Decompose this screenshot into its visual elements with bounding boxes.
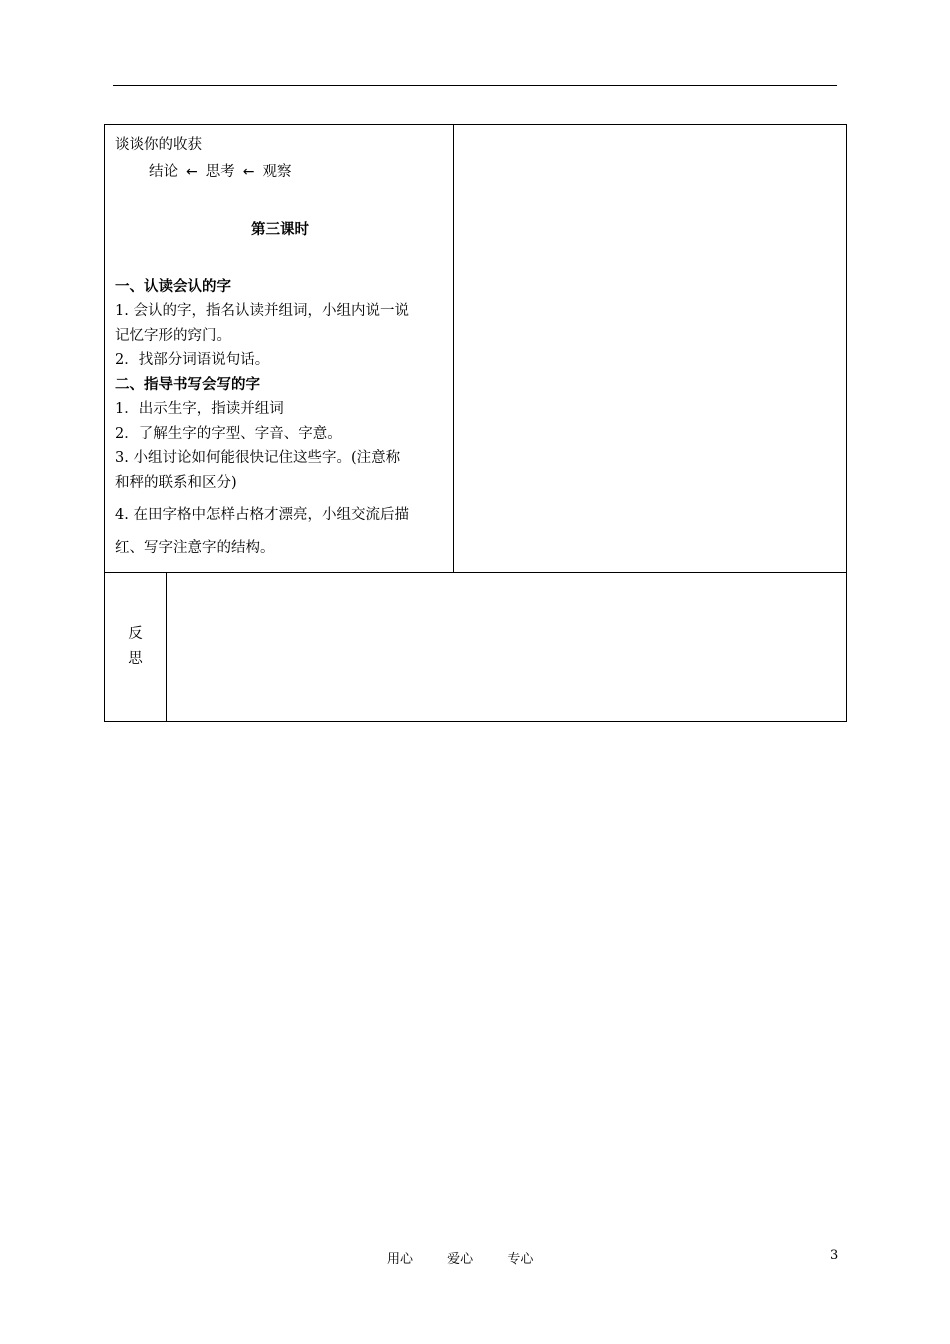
intro-line: 谈谈你的收获 (115, 137, 202, 153)
lesson-plan-table (104, 124, 847, 722)
reflection-row (105, 573, 847, 722)
left-arrow-icon: ← (186, 163, 198, 180)
section2-item4-line1: 4. 在田字格中怎样占格才漂亮，小组交流后描 (115, 507, 409, 523)
section1-item1-line2: 记忆字形的窍门。 (115, 327, 231, 344)
header-rule (113, 85, 837, 86)
section1-heading: 一、认读会认的字 (115, 278, 231, 295)
page-footer (0, 1248, 950, 1268)
section2-item3-line2: 和秤的联系和区分) (115, 474, 237, 491)
lesson-title: 第三课时 (251, 222, 309, 238)
lesson-steps-cell (105, 125, 454, 573)
reflection-content-cell (167, 573, 847, 722)
section2-item4-line2: 红、写字注意字的结构。 (115, 539, 275, 556)
flow-step-conclusion: 结论 (149, 163, 178, 180)
lesson-content-row (105, 125, 847, 573)
footer-motto-2: 爱心 (447, 1252, 474, 1267)
section1-item2: 2．找部分词语说句话。 (115, 352, 270, 368)
thinking-flow (115, 160, 445, 185)
reflection-label-cell (105, 573, 167, 722)
reflection-label-line1: 反 (128, 626, 143, 642)
flow-step-observe: 观察 (262, 163, 292, 180)
section2-item1: 1．出示生字，指读并组词 (115, 401, 284, 417)
section2-item2: 2．了解生字的字型、字音、字意。 (115, 425, 342, 442)
reflection-label-line2: 思 (128, 651, 143, 667)
page-number: 3 (830, 1248, 839, 1263)
section2-item3-line1: 3. 小组讨论如何能很快记住这些字。(注意称 (115, 450, 401, 466)
reflection-label (105, 622, 166, 672)
footer-motto-3: 专心 (507, 1252, 534, 1267)
footer-motto-1: 用心 (387, 1252, 414, 1267)
footer-motto (387, 1248, 563, 1267)
notes-cell (454, 125, 847, 573)
left-arrow-icon: ← (242, 163, 255, 180)
section2-heading: 二、指导书写会写的字 (115, 376, 260, 393)
section1-item1-line1: 1. 会认的字，指名认读并组词，小组内说一说 (115, 303, 409, 319)
flow-step-thinking: 思考 (205, 163, 235, 180)
